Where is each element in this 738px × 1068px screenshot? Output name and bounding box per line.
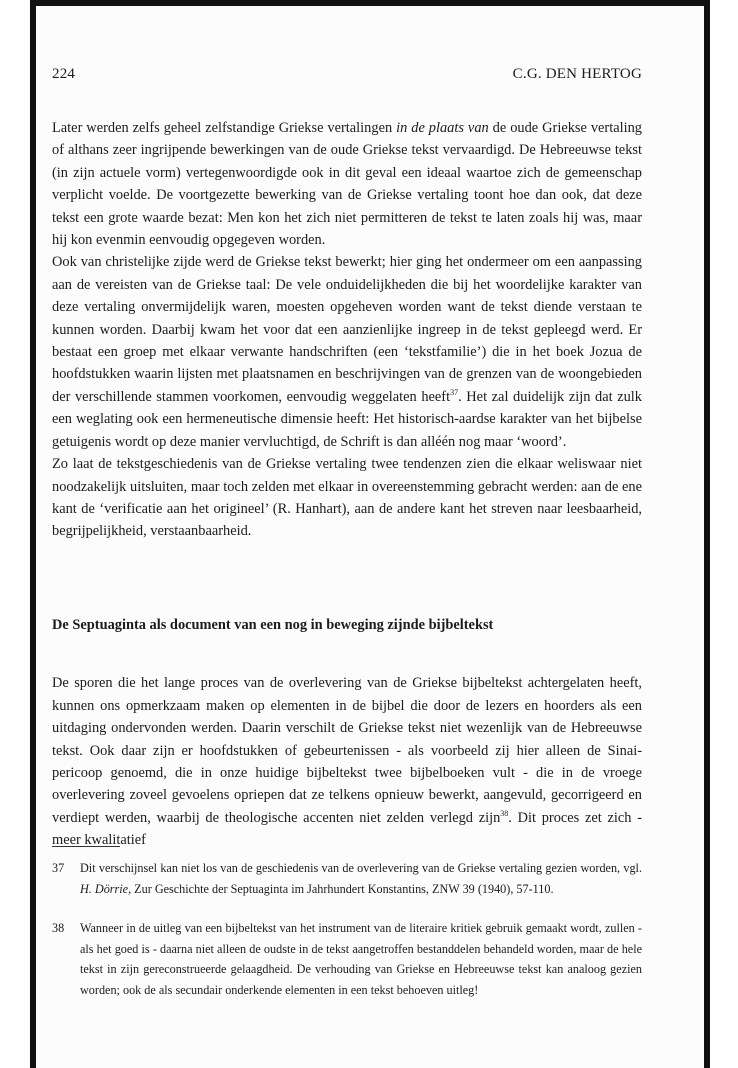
body-text-2 xyxy=(52,658,642,866)
paragraph-1: Later werden zelfs geheel zelfstandige Griekse vertalingen in de plaats van de oude Griekse vertaling of althans zeer ingrijpende bewerkingen van de oude Griekse tekst vervaardigd. De Hebreeuwse tekst (in zijn actuele vorm) vertegenwoordigde ook in dit geval een ideaal waartoe zich de gemeenschap verplicht voelde. De voortgezette bewerking van de Griekse vertaling toont hoe dan ook, dat deze tekst een grote waarde bezat: Men kon het zich niet permitteren de tekst te laten zoals hij was, maar hij kon evenmin eenvoudig opgegeven worden. xyxy=(52,120,642,249)
footnote-number: 38 xyxy=(52,921,65,935)
footnote-ref-37[interactable]: 37 xyxy=(450,388,459,398)
paragraph-4: De sporen die het lange proces van de overlevering van de Griekse bijbeltekst achtergelaten heeft, kunnen ons opmerkzaam maken op elementen in de bijbel die door de lezers en hoorders als een uitdaging ondervonden werden. Daarin verschilt de Griekse tekst niet wezenlijk van de Hebreeuwse tekst. Ook daar zijn er hoofdstukken of gebeurtenissen - als voorbeeld zij hier alleen de Sinai-pericoop genoemd, die in onze huidige bijbeltekst twee bijbelboeken vult - die in de vroege overlevering zoveel gevoelens opriepen dat ze telkens opnieuw bewerkt, aangevuld, gecorrigeerd en verdiept werden, waarbij de theologische accenten niet zelden verlegd zijn$^{38}$. Dit proces zet zich - meer kwalitatief xyxy=(52,675,642,849)
footnote-ref-38[interactable]: 38 xyxy=(500,809,509,819)
footnote-37 xyxy=(52,858,642,899)
paragraph-3: Zo laat de tekstgeschiedenis van de Griekse vertaling twee tendenzen zien die elkaar weliswaar niet noodzakelijk uitsluiten, maar toch zelden met elkaar in overeenstemming gebracht werden: aan de ene kant de ‘verificatie aan het origineel’ (R. Hanhart), aan de andere kant het streven naar leesbaarheid, begrijpelijkheid, verstaanbaarheid. xyxy=(52,456,642,540)
body-text xyxy=(52,117,642,543)
running-head: C.G. DEN HERTOG xyxy=(512,66,642,82)
page-number: 224 xyxy=(52,66,76,82)
italic-phrase: in de plaats van xyxy=(396,120,489,136)
footnote-separator xyxy=(52,846,120,847)
footnote-author: H. Dörrie xyxy=(80,881,129,896)
scan-edge-right xyxy=(704,0,710,1068)
paragraph-2: Ook van christelijke zijde werd de Griekse tekst bewerkt; hier ging het ondermeer om een aanpassing aan de vereisten van de Griekse taal: De vele onduidelijkheden die bij het woordelijke karakter van deze vertaling onvermijdelijk waren, moesten opgeheven worden want de tekst diende verstaan te kunnen worden. Daarbij kwam het voor dat een aanzienlijke ingreep in de tekst gepleegd werd. Er bestaat een groep met elkaar verwante handschriften (een ‘tekstfamilie’) die in het boek Jozua de hoofdstukken waarin lijsten met plaatsnamen en beschrijvingen van de grenzen van de woongebieden der verschillende stammen voorkomen, eenvoudig weggelaten heeft$^{37}$. Het zal duidelijk zijn dat zulk een weglating ook een hermeneutische dimensie heeft: Het historisch-aardse karakter van het bijbelse getuigenis wordt op deze manier vervluchtigd, de Schrift is dan alléén nog maar ‘woord’. xyxy=(52,254,642,450)
footnote-text: Dit verschijnsel kan niet los van de geschiedenis van de overlevering van de Griekse vertaling gezien worden, vgl. H. Dörrie, Zur Geschichte der Septuaginta im Jahrhundert Konstantins, ZNW 39 (1940), 57-110. xyxy=(80,861,642,896)
section-heading: De Septuaginta als document van een nog in beweging zijnde bijbeltekst xyxy=(52,617,494,633)
footnote-text: Wanneer in de uitleg van een bijbeltekst van het instrument van de literaire kritiek gebruik gemaakt wordt, zullen - als het goed is - daarna niet alleen de oudste in de tekst aangetroffen bestanddelen behandeld worden, maar de hele tekst in zijn gereconstrueerde gelaagdheid. De verhouding van Griekse en Hebreeuwse tekst kan analoog gezien worden; ook de als secundair onderkende elementen in een tekst behoeven uitleg! xyxy=(80,921,642,997)
footnote-number: 37 xyxy=(52,861,65,875)
footnote-38 xyxy=(52,918,642,1000)
page-header xyxy=(52,66,642,83)
